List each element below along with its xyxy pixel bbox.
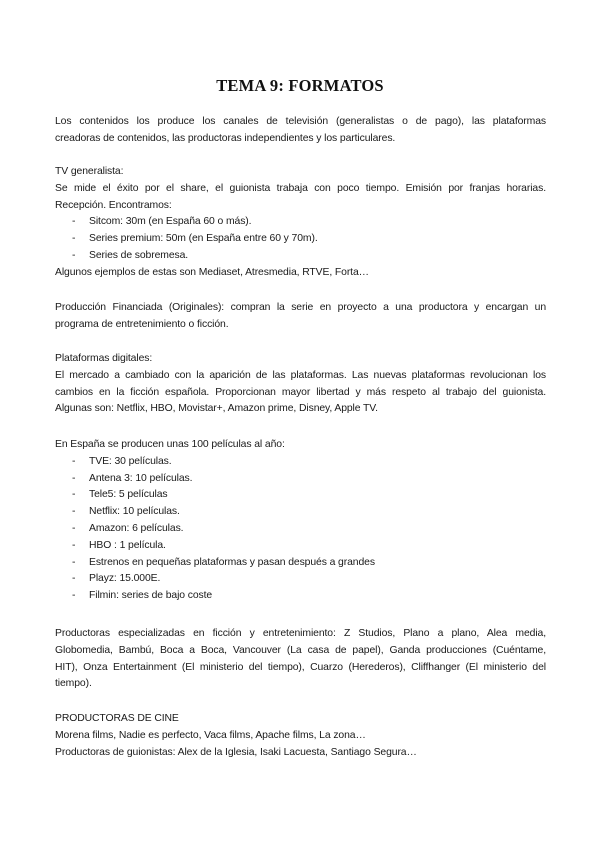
text-line: Los contenidos los produce los canales de televisión (generalistas o de pago), las plataformas [55,116,546,127]
text-line: Morena films, Nadie es perfecto, Vaca films, Apache films, La zona… [55,729,366,741]
peliculas-section [55,437,546,605]
bullet-dash: - [72,472,76,484]
bullet-dash: - [72,573,76,585]
productoras-paragraph [55,626,546,693]
text-line: Se mide el éxito por el share, el guionista trabaja con poco tiempo. Emisión por franjas horarias. [55,182,546,194]
text-line: Algunos ejemplos de estas son Mediaset, Atresmedia, RTVE, Forta… [55,266,369,278]
cine-section [55,711,546,761]
section-heading: PRODUCTORAS DE CINE [55,713,179,724]
list-item: - Series de sobremesa. [55,248,546,265]
bullet-dash: - [72,233,76,245]
text-line: Productoras especializadas en ficción y entretenimiento: Z Studios, Plano a plano, Alea media, [55,628,546,639]
text-line: HIT), Onza Entertainment (El ministerio del tiempo), Cuarzo (Herederos), Cliffhanger (El ministerio del [55,661,546,673]
list-item: - Tele5: 5 películas [55,487,546,504]
produccion-paragraph [55,300,546,334]
text-line: Globomedia, Bambú, Boca a Boca, Vancouver (La casa de papel), Ganda producciones (Cuéntame, [55,644,546,656]
text-line: Recepción. Encontramos: [55,199,172,211]
page-title: TEMA 9: FORMATOS [216,76,384,95]
list-item: - Amazon: 6 películas. [55,521,546,538]
list-item: - Series premium: 50m (en España entre 60 y 70m). [55,231,546,248]
section-heading: TV generalista: [55,166,124,177]
text-line: tiempo). [55,678,92,690]
list-item: - Antena 3: 10 películas. [55,471,546,488]
text-line: Producción Financiada (Originales): compran la serie en proyecto a una productora y encargan un [55,302,546,313]
section-heading: Plataformas digitales: [55,353,153,364]
list-item: - Filmin: series de bajo coste [55,588,546,605]
text-line: cambios en la ficción española. Proporcionan mayor libertad y más respeto al trabajo del guionista. [55,386,546,398]
tv-generalista-section [55,164,546,282]
text-line: programa de entretenimiento o ficción. [55,318,229,330]
bullet-dash: - [72,506,76,518]
text-line: El mercado a cambiado con la aparición de las plataformas. Las nuevas plataformas revolucionan los [55,369,546,381]
list-item: - Sitcom: 30m (en España 60 o más). [55,214,546,231]
list-item: - Playz: 15.000E. [55,571,546,588]
intro-paragraph [55,114,546,148]
bullet-dash: - [72,539,76,551]
list-item: - HBO : 1 película. [55,538,546,555]
list-item: - TVE: 30 películas. [55,454,546,471]
text-line: Productoras de guionistas: Alex de la Iglesia, Isaki Lacuesta, Santiago Segura… [55,746,417,758]
bullet-dash: - [72,455,76,467]
text-line: creadoras de contenidos, las productoras independientes y los particulares. [55,132,396,144]
list-item: - Estrenos en pequeñas plataformas y pasan después a grandes [55,555,546,572]
plataformas-section [55,351,546,418]
bullet-dash: - [72,590,76,602]
bullet-dash: - [72,489,76,501]
list-item: - Netflix: 10 películas. [55,504,546,521]
bullet-dash: - [72,556,76,568]
text-line: Algunas son: Netflix, HBO, Movistar+, Amazon prime, Disney, Apple TV. [55,403,378,415]
bullet-dash: - [72,249,76,261]
section-heading: En España se producen unas 100 películas al año: [55,439,285,450]
bullet-dash: - [72,216,76,228]
bullet-dash: - [72,522,76,534]
